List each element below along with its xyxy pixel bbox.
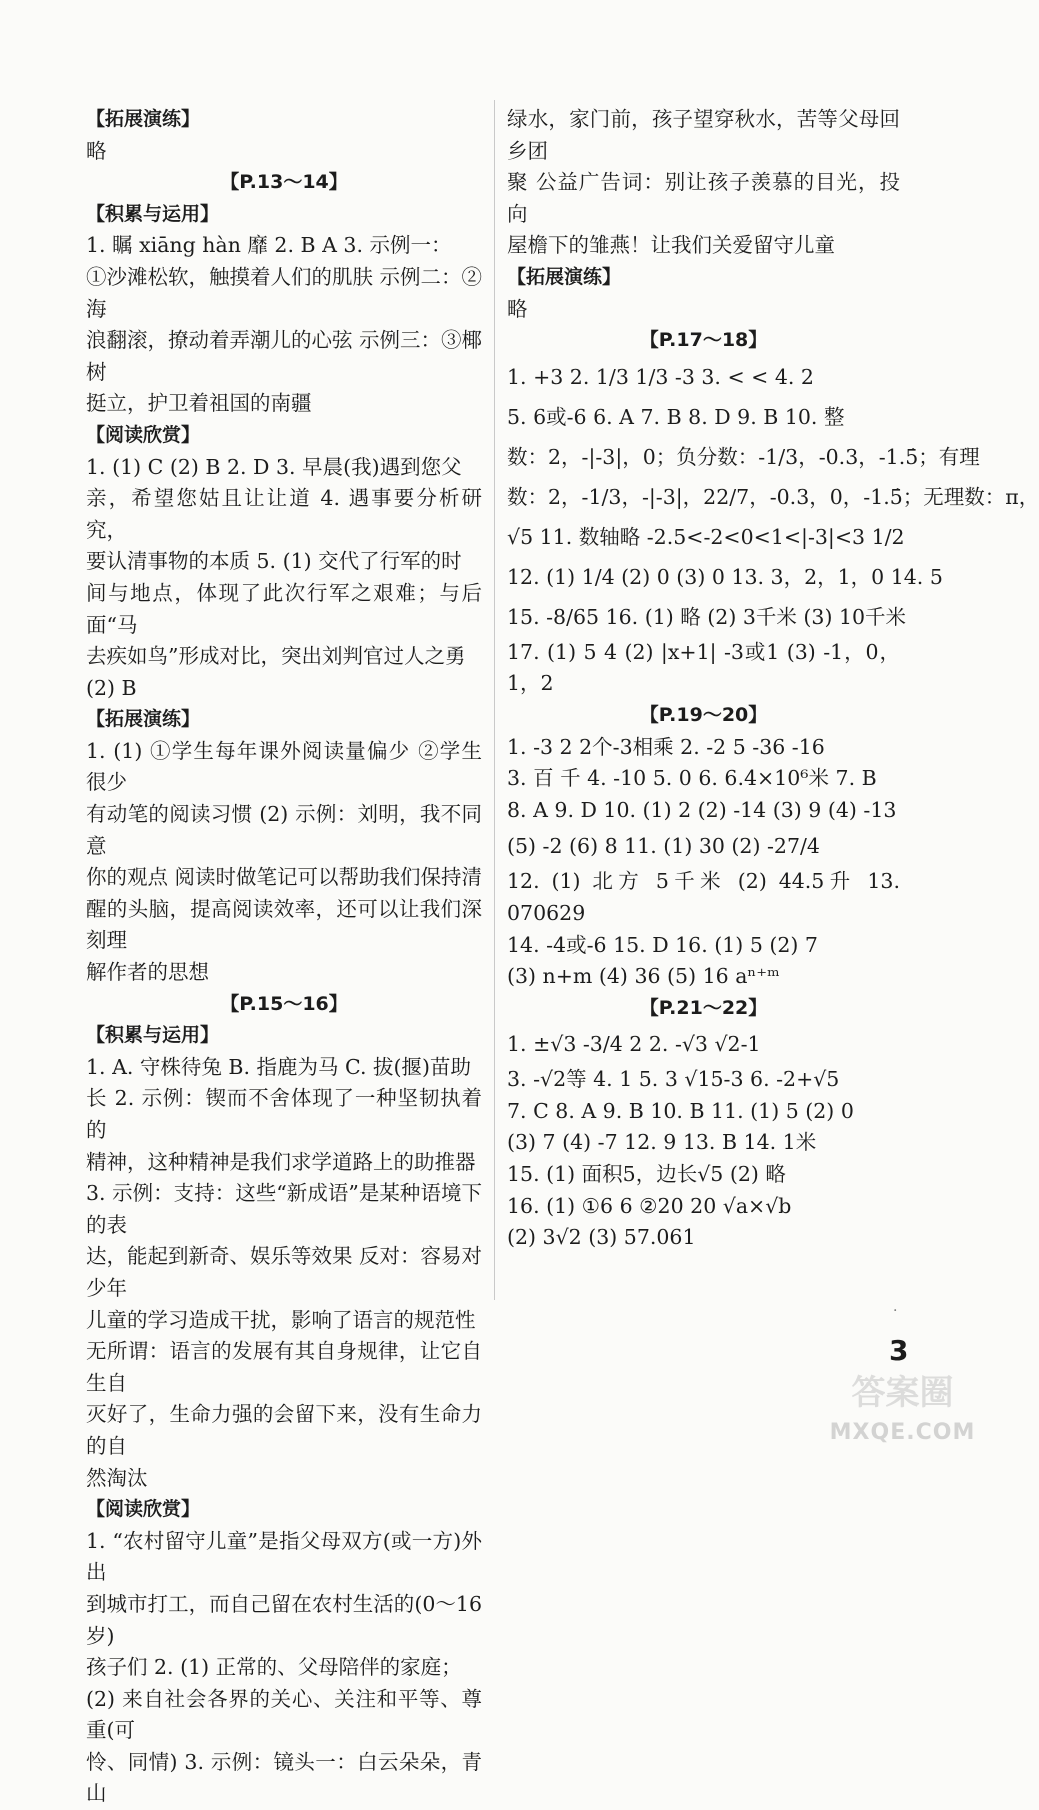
answer-line: 去疾如鸟”形成对比，突出刘判官过人之勇 bbox=[86, 644, 466, 669]
page-range-heading: 【P.13～14】 bbox=[220, 171, 348, 194]
answer-line: 有动笔的阅读习惯 (2) 示例：刘明，我不同意 bbox=[86, 802, 482, 858]
answer-line: (2) 来自社会各界的关心、关注和平等、尊重(可 bbox=[86, 1686, 482, 1743]
answer-line: 15. -8/65 16. (1) 略 (2) 3千米 (3) 10千米 bbox=[507, 604, 907, 629]
answer-line: 数：2，-|-3|，0；负分数：-1/3，-0.3，-1.5̇；有理 bbox=[507, 444, 980, 469]
answer-line: 8. A 9. D 10. (1) 2 (2) -14 (3) 9 (4) -13 bbox=[507, 797, 897, 822]
page-number: 3 bbox=[889, 1334, 909, 1367]
answer-line: 1. 瞩 xiāng hàn 靡 2. B A 3. 示例一： bbox=[86, 233, 452, 258]
answer-line: 绿水，家门前，孩子望穿秋水，苦等父母回乡团 bbox=[507, 107, 900, 163]
answer-line: 儿童的学习造成干扰，影响了语言的规范性 bbox=[86, 1307, 476, 1332]
answer-line: 3. 百 千 4. -10 5. 0 6. 6.4×10⁶米 7. B bbox=[507, 766, 877, 791]
answer-line: (3) n+m (4) 36 (5) 16 aⁿ⁺ᵐ bbox=[507, 964, 780, 989]
answer-line: 解作者的思想 bbox=[86, 960, 209, 985]
answer-line: 1. (1) ①学生每年课外阅读量偏少 ②学生很少 bbox=[86, 738, 482, 795]
watermark-glyphs: 答案圈 bbox=[851, 1373, 954, 1413]
section-heading: 【阅读欣赏】 bbox=[86, 423, 201, 446]
page-range-heading: 【P.15～16】 bbox=[220, 992, 348, 1015]
right-column bbox=[507, 104, 1039, 1254]
answer-line: 1. +3 2. 1/3 1/3 -3 3. < < 4. 2 bbox=[507, 364, 814, 389]
answer-line: (3) 7 (4) -7 12. 9 13. B 14. 1米 bbox=[507, 1130, 817, 1155]
answer-line: 略 bbox=[86, 138, 107, 163]
column-divider bbox=[494, 100, 495, 1300]
answer-line: (2) B bbox=[86, 675, 137, 700]
answer-line: 精神，这种精神是我们求学道路上的助推器 bbox=[86, 1149, 476, 1174]
answer-line: 1. -3 2 2个-3相乘 2. -2 5 -36 -16 bbox=[507, 734, 825, 759]
page-range-heading: 【P.21～22】 bbox=[639, 996, 768, 1019]
answer-line: 到城市打工，而自己留在农村生活的(0～16岁) bbox=[86, 1591, 482, 1648]
answer-line: 1. “农村留守儿童”是指父母双方(或一方)外出 bbox=[86, 1528, 482, 1585]
section-heading: 【积累与运用】 bbox=[86, 1024, 220, 1047]
section-heading: 【拓展演练】 bbox=[507, 265, 622, 288]
answer-line: ①沙滩松软，触摸着人们的肌肤 示例二：②海 bbox=[86, 264, 483, 321]
answer-line: 屋檐下的雏燕！让我们关爱留守儿童 bbox=[507, 233, 835, 258]
answer-line: (5) -2 (6) 8 11. (1) 30 (2) -27/4 bbox=[507, 834, 820, 859]
section-heading: 【拓展演练】 bbox=[86, 108, 201, 130]
answer-line: 无所谓：语言的发展有其自身规律，让它自生自 bbox=[86, 1339, 482, 1395]
answer-line: 略 bbox=[507, 296, 528, 321]
answer-line: 间与地点，体现了此次行军之艰难；与后面“马 bbox=[86, 580, 482, 637]
answer-line: (2) 3√2 (3) 57.061 bbox=[507, 1225, 696, 1250]
answer-line: 15. (1) 面积5，边长√5 (2) 略 bbox=[507, 1162, 786, 1187]
answer-line: √5 11. 数轴略 -2.5<-2<0<1<|-3|<3 1/2 bbox=[507, 524, 905, 549]
answer-line: 聚 公益广告词：别让孩子羡慕的目光，投向 bbox=[507, 170, 900, 226]
answer-line: 达，能起到新奇、娱乐等效果 反对：容易对少年 bbox=[86, 1244, 483, 1300]
answer-line: 1. ±√3 -3/4 2 2. -√3 √2-1 bbox=[507, 1032, 761, 1057]
section-heading: 【积累与运用】 bbox=[86, 202, 220, 225]
section-heading: 【拓展演练】 bbox=[86, 708, 201, 731]
answer-line: 挺立，护卫着祖国的南疆 bbox=[86, 391, 312, 416]
page-range-heading: 【P.17～18】 bbox=[639, 329, 768, 352]
left-column bbox=[86, 104, 482, 1810]
answer-line: 14. -4或-6 15. D 16. (1) 5 (2) 7 bbox=[507, 932, 818, 957]
answer-line: 灭好了，生命力强的会留下来，没有生命力的自 bbox=[86, 1402, 482, 1458]
watermark-text: MXQE.COM bbox=[829, 1420, 976, 1445]
answer-line: 醒的头脑，提高阅读效率，还可以让我们深刻理 bbox=[86, 896, 482, 953]
answer-line: 5. 6或-6 6. A 7. B 8. D 9. B 10. 整 bbox=[507, 404, 845, 429]
answer-line: 要认清事物的本质 5. (1) 交代了行军的时 bbox=[86, 549, 462, 574]
answer-line: 亲，希望您姑且让让道 4. 遇事要分析研究， bbox=[86, 486, 482, 542]
answer-line: 1. A. 守株待兔 B. 指鹿为马 C. 拔(揠)苗助 bbox=[86, 1054, 472, 1079]
answer-line: 怜、同情) 3. 示例：镜头一：白云朵朵，青山 bbox=[86, 1749, 482, 1806]
answer-line: 12. (1) 1/4 (2) 0 (3) 0 13. 3，2，1，0 14. 5 bbox=[507, 564, 943, 589]
answer-line: 你的观点 阅读时做笔记可以帮助我们保持清 bbox=[86, 865, 483, 890]
answer-line: 17. (1) 5 4 (2) |x+1| -3或1 (3) -1，0，1，2 bbox=[507, 639, 900, 696]
watermark-logo bbox=[815, 1365, 990, 1445]
answer-line: 3. -√2等 4. 1 5. 3 √15-3 6. -2+√5 bbox=[507, 1067, 840, 1092]
answer-line: 1. (1) C (2) B 2. D 3. 早晨(我)遇到您父 bbox=[86, 454, 462, 479]
answer-line: 数：2，-1/3，-|-3|，22/7，-0.3，0，-1.5̇；无理数：π， bbox=[507, 484, 1039, 509]
answer-line: 浪翻滚，撩动着弄潮儿的心弦 示例三：③椰树 bbox=[86, 328, 483, 384]
page-range-heading: 【P.19～20】 bbox=[639, 703, 768, 726]
answer-line: 孩子们 2. (1) 正常的、父母陪伴的家庭； bbox=[86, 1655, 462, 1680]
answer-line: 16. (1) ①6 6 ②20 20 √a×√b bbox=[507, 1193, 792, 1218]
section-heading: 【阅读欣赏】 bbox=[86, 1498, 201, 1521]
answer-line: 7. C 8. A 9. B 10. B 11. (1) 5 (2) 0 bbox=[507, 1098, 854, 1123]
answer-line: 3. 示例：支持：这些“新成语”是某种语境下的表 bbox=[86, 1181, 482, 1237]
page-mark: · bbox=[893, 1303, 898, 1319]
answer-line: 长 2. 示例：锲而不舍体现了一种坚韧执着的 bbox=[86, 1086, 482, 1142]
answer-line: 12. (1) 北方 5千米 (2) 44.5升 13. 070629 bbox=[507, 869, 900, 925]
answer-line: 然淘汰 bbox=[86, 1465, 148, 1490]
